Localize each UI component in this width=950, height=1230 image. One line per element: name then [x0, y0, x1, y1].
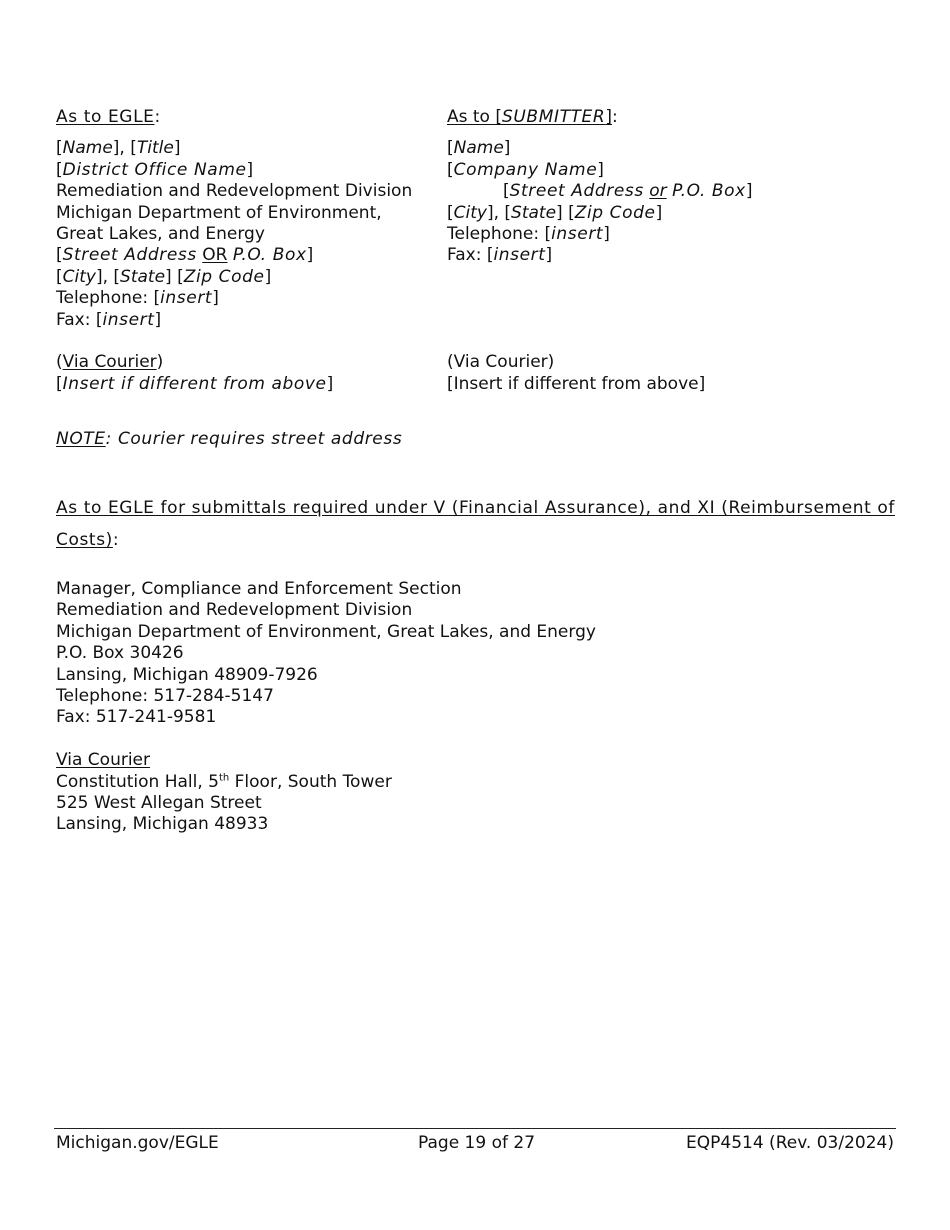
telephone-placeholder: insert — [160, 288, 213, 309]
bracket: [ — [56, 245, 63, 266]
courier-note — [56, 428, 402, 450]
via-courier-text: Via Courier — [62, 352, 157, 373]
egle-submittals-heading-text: As to EGLE for submittals required under V (Financial Assurance), and XI (Reimbursement of Costs) — [56, 498, 895, 550]
ordinal-suffix: th — [218, 771, 230, 783]
egle-division-line: Remediation and Redevelopment Division — [56, 181, 413, 202]
city-placeholder: City — [453, 202, 487, 223]
spacer — [56, 729, 596, 750]
bracket: [ — [447, 202, 454, 223]
egle-submittals-heading-colon: : — [112, 530, 119, 550]
submitter-via-courier-line: (Via Courier) — [447, 352, 555, 373]
note-label: NOTE — [56, 429, 106, 449]
state-placeholder: State — [511, 202, 557, 223]
submitter-heading — [447, 107, 907, 128]
egle-courier-line-3: Lansing, Michigan 48933 — [56, 814, 269, 835]
bracket: [ — [503, 181, 510, 202]
bracket: ] — [154, 309, 162, 330]
bracket: ] — [173, 138, 181, 159]
bracket: ], [ — [486, 202, 512, 223]
egle-via-courier-line — [56, 352, 436, 373]
bracket: [ — [56, 266, 63, 287]
submitter-city-line — [447, 203, 907, 224]
fax-label: Fax: [ — [447, 245, 494, 266]
egle-heading-colon: : — [154, 107, 161, 127]
egle-different-line — [56, 374, 436, 395]
footer-form-number: EQP4514 (Rev. 03/2024) — [686, 1133, 894, 1153]
submitter-contact-column — [447, 107, 907, 395]
submitter-heading-text — [447, 107, 612, 127]
submitter-name-line — [447, 138, 907, 159]
bracket: [ — [56, 138, 63, 159]
heading-pre: As to [ — [447, 107, 502, 127]
pobox-placeholder: P.O. Box — [232, 245, 307, 266]
bracket: [ — [447, 138, 454, 159]
bracket: ] — [326, 373, 334, 394]
egle-address-block — [56, 579, 596, 836]
submitter-street-line — [447, 181, 907, 202]
zip-placeholder: Zip Code — [574, 202, 656, 223]
or-text: or — [649, 181, 667, 202]
submitter-company-line — [447, 160, 907, 181]
city-placeholder: City — [62, 266, 96, 287]
egle-fax: Fax: 517-241-9581 — [56, 707, 217, 728]
egle-courier-line-2: 525 West Allegan Street — [56, 793, 262, 814]
heading-post: ] — [605, 107, 612, 127]
egle-courier-line-1 — [56, 772, 596, 793]
different-placeholder: Insert if different from above — [62, 373, 327, 394]
spacer — [56, 331, 436, 352]
submitter-different-line: [Insert if different from above] — [447, 373, 706, 394]
submitter-fax-line — [447, 245, 907, 266]
egle-submittals-heading — [56, 492, 896, 556]
footer-page-number: Page 19 of 27 — [418, 1133, 536, 1153]
courier-line-1-pre: Constitution Hall, 5 — [56, 771, 219, 792]
bracket: ] — [212, 288, 219, 309]
bracket: ] [ — [556, 202, 575, 223]
fax-placeholder: insert — [493, 245, 546, 266]
spacer — [447, 331, 907, 352]
egle-address-line: Lansing, Michigan 48909-7926 — [56, 664, 318, 685]
courier-line-1-post: Floor, South Tower — [229, 771, 392, 792]
telephone-placeholder: insert — [551, 224, 604, 245]
spacer — [447, 288, 907, 309]
bracket: ] — [603, 224, 610, 245]
egle-dept-line-2: Great Lakes, and Energy — [56, 224, 265, 245]
fax-label: Fax: [ — [56, 309, 103, 330]
bracket: ] — [597, 159, 604, 180]
bracket: ], [ — [112, 138, 137, 159]
egle-telephone: Telephone: 517-284-5147 — [56, 686, 274, 707]
paren: ) — [156, 352, 164, 373]
name-placeholder: Name — [62, 138, 113, 159]
bracket: ] — [306, 245, 314, 266]
egle-telephone-line — [56, 288, 436, 309]
company-placeholder: Company Name — [453, 159, 598, 180]
note-text: : Courier requires street address — [105, 429, 403, 449]
bracket: ] — [246, 159, 254, 180]
bracket: ] — [545, 245, 553, 266]
title-placeholder: Title — [136, 138, 174, 159]
bracket: ], [ — [95, 266, 121, 287]
bracket: [ — [56, 159, 63, 180]
egle-address-line: Manager, Compliance and Enforcement Section — [56, 579, 462, 599]
bracket: [ — [447, 159, 454, 180]
telephone-label: Telephone: [ — [447, 224, 552, 245]
bracket: ] — [745, 181, 753, 202]
egle-address-line: Michigan Department of Environment, Great Lakes, and Energy — [56, 621, 596, 642]
egle-dept-line-1: Michigan Department of Environment, — [56, 202, 382, 223]
egle-fax-line — [56, 310, 436, 331]
bracket: [ — [56, 373, 63, 394]
egle-contact-column — [56, 107, 436, 395]
telephone-label: Telephone: [ — [56, 288, 161, 309]
or-text: OR — [202, 245, 228, 266]
bracket: ] — [503, 138, 511, 159]
egle-heading — [56, 107, 436, 128]
egle-city-line — [56, 267, 436, 288]
zip-placeholder: Zip Code — [183, 266, 265, 287]
pobox-placeholder: P.O. Box — [672, 181, 746, 202]
bracket: ] — [655, 202, 663, 223]
submitter-heading-colon: : — [611, 107, 618, 127]
spacer — [447, 310, 907, 331]
bracket: ] — [264, 266, 272, 287]
egle-name-line — [56, 138, 436, 159]
office-placeholder: District Office Name — [62, 159, 247, 180]
state-placeholder: State — [120, 266, 166, 287]
submitter-placeholder: SUBMITTER — [502, 107, 606, 127]
egle-address-line: Remediation and Redevelopment Division — [56, 600, 413, 621]
submitter-telephone-line — [447, 224, 907, 245]
spacer — [447, 267, 907, 288]
egle-via-courier-label: Via Courier — [56, 750, 151, 771]
street-placeholder: Street Address — [509, 181, 644, 202]
egle-address-line: P.O. Box 30426 — [56, 643, 184, 664]
egle-heading-text: As to EGLE — [56, 107, 155, 127]
bracket: ] [ — [165, 266, 184, 287]
name-placeholder: Name — [453, 138, 504, 159]
footer-website: Michigan.gov/EGLE — [56, 1133, 219, 1153]
street-placeholder: Street Address — [62, 245, 197, 266]
page-footer — [54, 1128, 896, 1159]
fax-placeholder: insert — [102, 309, 155, 330]
paren: ( — [56, 352, 63, 373]
egle-office-line — [56, 160, 436, 181]
egle-street-line — [56, 245, 436, 266]
